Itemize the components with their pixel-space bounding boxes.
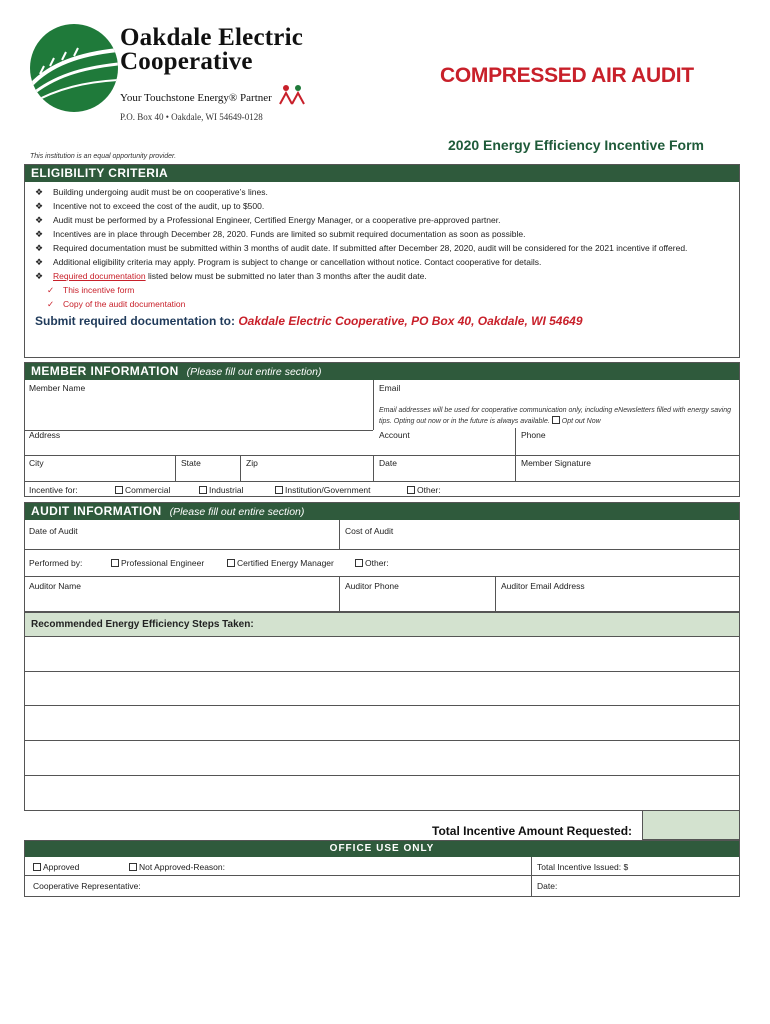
email-label: Email: [379, 383, 401, 393]
diamond-bullet-icon: ❖: [35, 201, 44, 211]
office-date-label: Date:: [537, 881, 558, 891]
professional-engineer-checkbox[interactable]: [111, 559, 119, 567]
steps-input-row[interactable]: [25, 776, 739, 811]
logo-name-line1: Oakdale Electric: [120, 24, 304, 51]
performed-by-label: Performed by:: [29, 558, 83, 568]
steps-heading: Recommended Energy Efficiency Steps Taken:: [25, 613, 739, 637]
list-item: ❖ Required documentation listed below must be submitted no later than 3 months after the audit date.: [35, 271, 427, 281]
approved-option[interactable]: Approved: [29, 859, 83, 875]
member-information-section: [24, 362, 740, 497]
email-note: Email addresses will be used for cooperative communication only, including eNewsletters filled with energy saving tips. Opting out now or in the future is always available. Opt out Now: [379, 407, 731, 425]
phone-label: Phone: [521, 430, 546, 440]
list-item: ❖ Required documentation must be submitted within 3 months of audit date. If submitted after December 28, 2020, audit will be considered for the 2021 incentive if offered.: [35, 243, 688, 253]
city-label: City: [29, 458, 44, 468]
not-approved-option[interactable]: Not Approved-Reason:: [125, 859, 229, 875]
document-subtitle: 2020 Energy Efficiency Incentive Form: [448, 137, 704, 153]
logo-address: P.O. Box 40 • Oakdale, WI 54649-0128: [120, 112, 263, 122]
other-option[interactable]: Other:: [403, 482, 445, 498]
date-label: Date: [379, 458, 397, 468]
audit-heading: AUDIT INFORMATION (Please fill out entire section): [25, 503, 739, 520]
touchstone-energy-icon: [278, 84, 308, 111]
logo-emblem: [30, 24, 118, 112]
industrial-option[interactable]: Industrial: [195, 482, 248, 498]
list-item: ✓ This incentive form: [47, 285, 135, 295]
logo-name: [120, 26, 303, 74]
eligibility-list: [25, 182, 739, 283]
eligibility-heading: ELIGIBILITY CRITERIA: [25, 165, 739, 182]
total-incentive-field[interactable]: [642, 811, 740, 840]
list-item: ❖ Audit must be performed by a Professional Engineer, Certified Energy Manager, or a cooperative pre-approved partner.: [35, 215, 501, 225]
approved-checkbox[interactable]: [33, 863, 41, 871]
commercial-checkbox[interactable]: [115, 486, 123, 494]
office-use-section: [24, 840, 740, 897]
zip-label: Zip: [246, 458, 258, 468]
logo-name-line2: Cooperative: [120, 48, 253, 75]
list-item: ❖ Additional eligibility criteria may apply. Program is subject to change or cancellation without notice. Contact cooperative for details.: [35, 257, 542, 267]
list-item: ❖ Incentives are in place through December 28, 2020. Funds are limited so submit required documentation as soon as possible.: [35, 229, 526, 239]
total-issued-label: Total Incentive Issued: $: [537, 862, 629, 872]
address-label: Address: [29, 430, 61, 440]
audit-other-option[interactable]: Other:: [351, 555, 393, 571]
date-of-audit-label: Date of Audit: [29, 526, 78, 536]
certified-energy-manager-option[interactable]: Certified Energy Manager: [223, 555, 338, 571]
member-signature-label: Member Signature: [521, 458, 591, 468]
auditor-name-label: Auditor Name: [29, 581, 81, 591]
auditor-phone-label: Auditor Phone: [345, 581, 399, 591]
diamond-bullet-icon: ❖: [35, 187, 44, 197]
other-checkbox[interactable]: [407, 486, 415, 494]
professional-engineer-option[interactable]: Professional Engineer: [107, 555, 208, 571]
steps-input-row[interactable]: [25, 672, 739, 707]
required-docs-list: [25, 283, 739, 311]
steps-input-row[interactable]: [25, 741, 739, 776]
incentive-for-label: Incentive for:: [29, 485, 78, 495]
total-incentive-label: Total Incentive Amount Requested:: [432, 824, 633, 838]
audit-information-section: [24, 502, 740, 612]
diamond-bullet-icon: ❖: [35, 271, 44, 281]
institution-option[interactable]: Institution/Government: [271, 482, 375, 498]
institution-checkbox[interactable]: [275, 486, 283, 494]
diamond-bullet-icon: ❖: [35, 229, 44, 239]
opt-out-checkbox[interactable]: [552, 416, 560, 424]
steps-input-row[interactable]: [25, 637, 739, 672]
document-title: COMPRESSED AIR AUDIT: [440, 64, 694, 87]
checkmark-icon: ✓: [47, 285, 55, 295]
member-heading: MEMBER INFORMATION (Please fill out entire section): [25, 363, 739, 380]
office-heading: OFFICE USE ONLY: [25, 841, 739, 857]
industrial-checkbox[interactable]: [199, 486, 207, 494]
power-line-icon: [30, 24, 118, 112]
required-documentation-link[interactable]: Required documentation: [53, 271, 146, 281]
auditor-email-label: Auditor Email Address: [501, 581, 585, 591]
steps-section: [24, 612, 740, 811]
list-item: ❖ Incentive not to exceed the cost of the audit, up to $500.: [35, 201, 265, 211]
logo-tagline: Your Touchstone Energy® Partner: [120, 92, 272, 104]
state-label: State: [181, 458, 201, 468]
audit-other-checkbox[interactable]: [355, 559, 363, 567]
opt-out-label: Opt out Now: [561, 418, 601, 425]
account-label: Account: [379, 430, 410, 440]
certified-energy-manager-checkbox[interactable]: [227, 559, 235, 567]
submit-instructions: Submit required documentation to: Oakdale Electric Cooperative, PO Box 40, Oakdale, WI 54649: [35, 314, 583, 328]
cost-of-audit-label: Cost of Audit: [345, 526, 394, 536]
cooperative-logo: [30, 24, 310, 124]
cooperative-representative-label: Cooperative Representative:: [33, 881, 141, 891]
checkmark-icon: ✓: [47, 299, 55, 309]
equal-opportunity-note: This institution is an equal opportunity provider.: [30, 153, 177, 160]
list-item: ❖ Building undergoing audit must be on cooperative’s lines.: [35, 187, 268, 197]
submit-address: Oakdale Electric Cooperative, PO Box 40, Oakdale, WI 54649: [238, 314, 583, 328]
commercial-option[interactable]: Commercial: [111, 482, 174, 498]
diamond-bullet-icon: ❖: [35, 215, 44, 225]
steps-input-row[interactable]: [25, 706, 739, 741]
diamond-bullet-icon: ❖: [35, 257, 44, 267]
diamond-bullet-icon: ❖: [35, 243, 44, 253]
not-approved-checkbox[interactable]: [129, 863, 137, 871]
member-name-label: Member Name: [29, 383, 86, 393]
list-item: ✓ Copy of the audit documentation: [47, 299, 186, 309]
eligibility-section: [24, 164, 740, 358]
